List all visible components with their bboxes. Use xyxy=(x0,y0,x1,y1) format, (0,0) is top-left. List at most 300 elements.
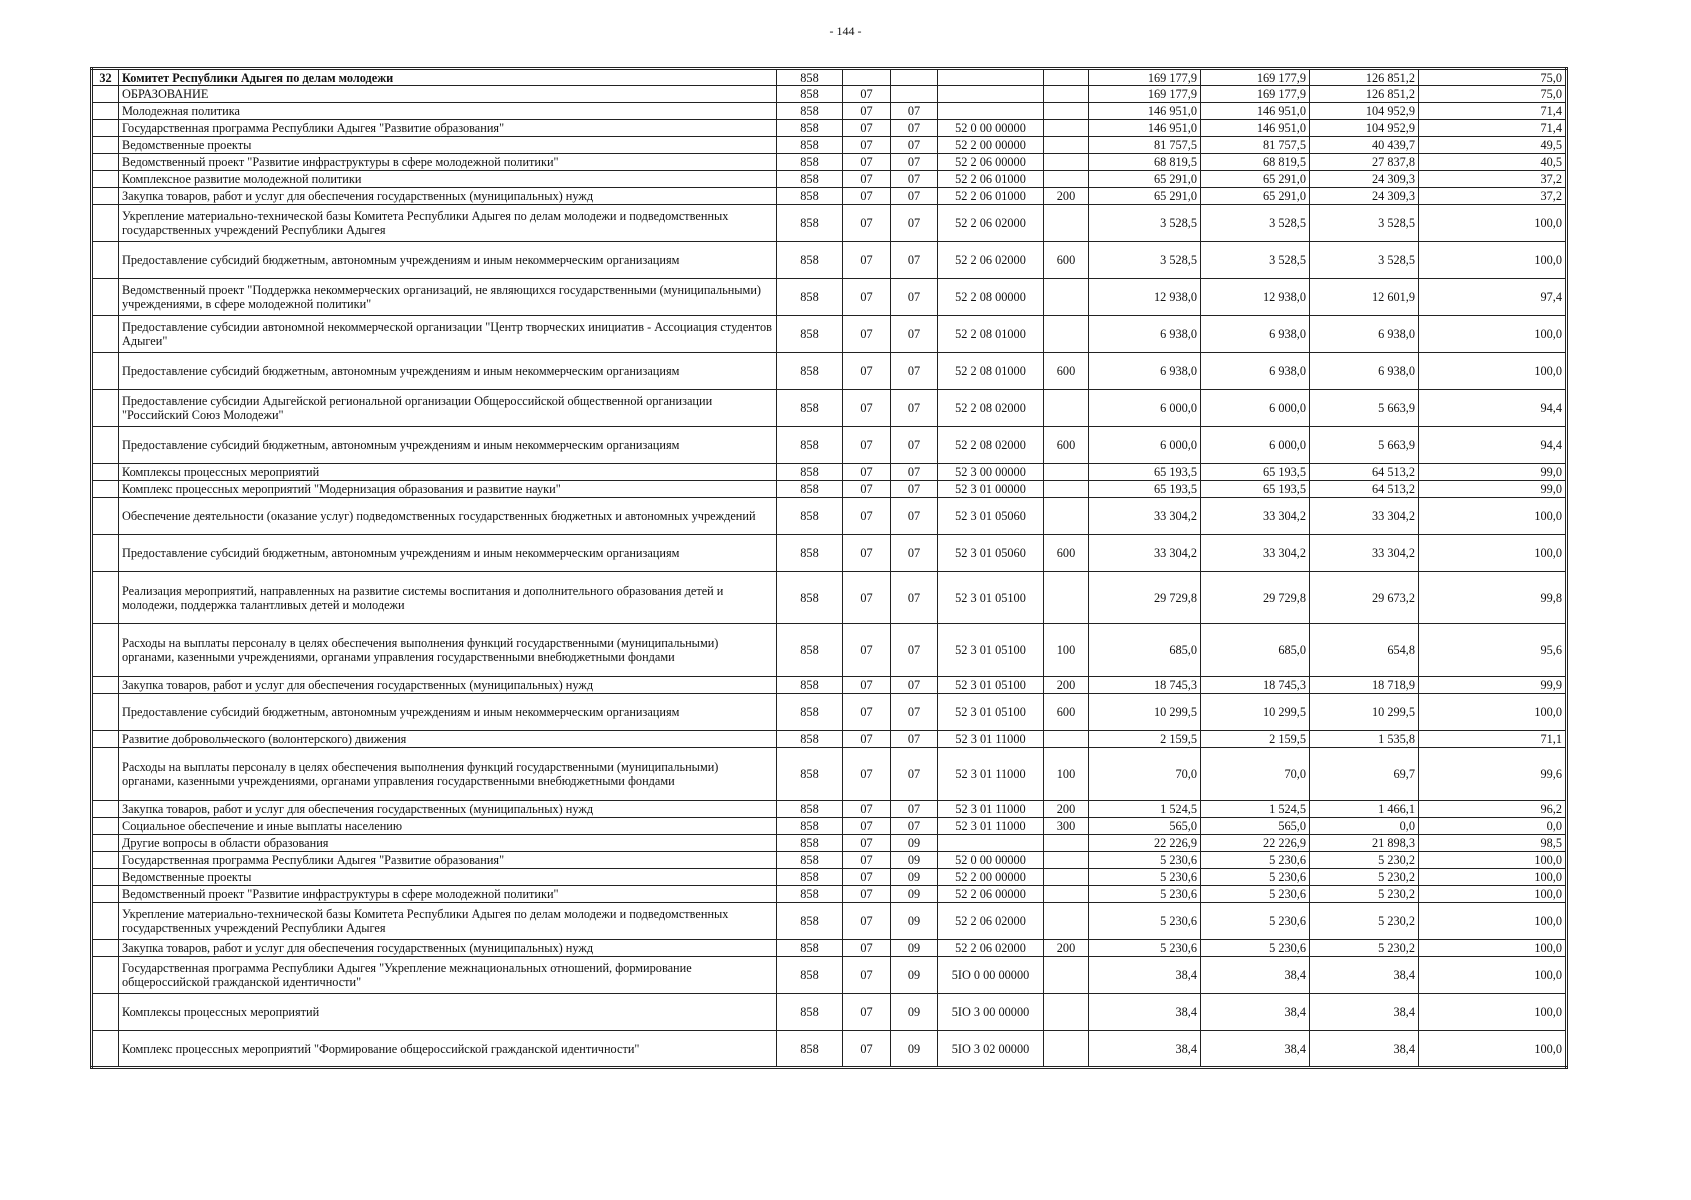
subsection-code-cell: 07 xyxy=(891,572,938,624)
department-code-cell: 858 xyxy=(777,137,843,154)
target-article-cell: 52 3 01 11000 xyxy=(938,731,1044,748)
revised-amount-cell: 38,4 xyxy=(1201,994,1310,1031)
department-code-cell: 858 xyxy=(777,886,843,903)
department-code-cell: 858 xyxy=(777,852,843,869)
table-row xyxy=(92,903,1567,940)
subsection-code-cell: 07 xyxy=(891,390,938,427)
budget-table xyxy=(90,67,1568,1069)
execution-percent-cell: 100,0 xyxy=(1419,316,1567,353)
target-article-cell: 52 0 00 00000 xyxy=(938,120,1044,137)
item-name-cell: Развитие добровольческого (волонтерского) движения xyxy=(119,731,777,748)
item-name-cell: Ведомственные проекты xyxy=(119,137,777,154)
target-article-cell: 52 3 01 11000 xyxy=(938,801,1044,818)
subsection-code-cell: 07 xyxy=(891,427,938,464)
expense-type-cell xyxy=(1044,957,1089,994)
approved-amount-cell: 38,4 xyxy=(1089,994,1201,1031)
section-code-cell: 07 xyxy=(843,835,891,852)
target-article-cell: 52 2 00 00000 xyxy=(938,137,1044,154)
table-row xyxy=(92,390,1567,427)
revised-amount-cell: 38,4 xyxy=(1201,957,1310,994)
item-name-cell: Государственная программа Республики Адыгея "Развитие образования" xyxy=(119,852,777,869)
department-code-cell: 858 xyxy=(777,940,843,957)
item-name-cell: Другие вопросы в области образования xyxy=(119,835,777,852)
department-code-cell: 858 xyxy=(777,171,843,188)
target-article-cell: 5IO 0 00 00000 xyxy=(938,957,1044,994)
row-number-cell xyxy=(92,731,119,748)
table-row xyxy=(92,852,1567,869)
expense-type-cell: 600 xyxy=(1044,694,1089,731)
department-code-cell: 858 xyxy=(777,69,843,86)
subsection-code-cell: 07 xyxy=(891,154,938,171)
revised-amount-cell: 3 528,5 xyxy=(1201,242,1310,279)
target-article-cell: 52 2 06 00000 xyxy=(938,886,1044,903)
subsection-code-cell: 07 xyxy=(891,481,938,498)
table-row xyxy=(92,205,1567,242)
execution-percent-cell: 94,4 xyxy=(1419,427,1567,464)
execution-percent-cell: 37,2 xyxy=(1419,171,1567,188)
revised-amount-cell: 6 000,0 xyxy=(1201,390,1310,427)
execution-percent-cell: 100,0 xyxy=(1419,353,1567,390)
executed-amount-cell: 18 718,9 xyxy=(1310,677,1419,694)
execution-percent-cell: 99,0 xyxy=(1419,464,1567,481)
approved-amount-cell: 3 528,5 xyxy=(1089,242,1201,279)
executed-amount-cell: 64 513,2 xyxy=(1310,464,1419,481)
expense-type-cell: 100 xyxy=(1044,624,1089,677)
target-article-cell xyxy=(938,103,1044,120)
revised-amount-cell: 2 159,5 xyxy=(1201,731,1310,748)
approved-amount-cell: 5 230,6 xyxy=(1089,886,1201,903)
department-code-cell: 858 xyxy=(777,154,843,171)
expense-type-cell xyxy=(1044,731,1089,748)
subsection-code-cell: 07 xyxy=(891,137,938,154)
subsection-code-cell: 07 xyxy=(891,677,938,694)
expense-type-cell xyxy=(1044,137,1089,154)
subsection-code-cell: 09 xyxy=(891,940,938,957)
section-code-cell: 07 xyxy=(843,818,891,835)
subsection-code-cell: 07 xyxy=(891,748,938,801)
revised-amount-cell: 5 230,6 xyxy=(1201,852,1310,869)
section-code-cell: 07 xyxy=(843,188,891,205)
row-number-cell xyxy=(92,1031,119,1068)
target-article-cell xyxy=(938,86,1044,103)
executed-amount-cell: 6 938,0 xyxy=(1310,316,1419,353)
execution-percent-cell: 100,0 xyxy=(1419,903,1567,940)
row-number-cell xyxy=(92,677,119,694)
revised-amount-cell: 6 000,0 xyxy=(1201,427,1310,464)
execution-percent-cell: 40,5 xyxy=(1419,154,1567,171)
expense-type-cell xyxy=(1044,886,1089,903)
row-number-cell xyxy=(92,120,119,137)
subsection-code-cell: 07 xyxy=(891,188,938,205)
item-name-cell: Государственная программа Республики Адыгея "Укрепление межнациональных отношений, формирование общероссийской гражданской идентичности" xyxy=(119,957,777,994)
row-number-cell xyxy=(92,464,119,481)
execution-percent-cell: 100,0 xyxy=(1419,994,1567,1031)
department-code-cell: 858 xyxy=(777,120,843,137)
row-number-cell xyxy=(92,940,119,957)
row-number-cell xyxy=(92,748,119,801)
revised-amount-cell: 169 177,9 xyxy=(1201,86,1310,103)
expense-type-cell xyxy=(1044,869,1089,886)
execution-percent-cell: 99,8 xyxy=(1419,572,1567,624)
section-code-cell: 07 xyxy=(843,171,891,188)
executed-amount-cell: 5 230,2 xyxy=(1310,886,1419,903)
subsection-code-cell: 07 xyxy=(891,731,938,748)
revised-amount-cell: 3 528,5 xyxy=(1201,205,1310,242)
table-row xyxy=(92,171,1567,188)
department-code-cell: 858 xyxy=(777,86,843,103)
target-article-cell: 52 2 08 02000 xyxy=(938,390,1044,427)
execution-percent-cell: 100,0 xyxy=(1419,957,1567,994)
item-name-cell: Закупка товаров, работ и услуг для обеспечения государственных (муниципальных) нужд xyxy=(119,188,777,205)
table-row xyxy=(92,731,1567,748)
department-code-cell: 858 xyxy=(777,279,843,316)
section-code-cell: 07 xyxy=(843,869,891,886)
department-code-cell: 858 xyxy=(777,869,843,886)
row-number-cell: 32 xyxy=(92,69,119,86)
subsection-code-cell: 09 xyxy=(891,903,938,940)
revised-amount-cell: 70,0 xyxy=(1201,748,1310,801)
revised-amount-cell: 146 951,0 xyxy=(1201,120,1310,137)
item-name-cell: Укрепление материально-технической базы Комитета Республики Адыгея по делам молодежи и подведомственных государственных учреждений Республики Адыгея xyxy=(119,205,777,242)
page-number: - 144 - xyxy=(829,24,862,38)
section-code-cell: 07 xyxy=(843,353,891,390)
approved-amount-cell: 5 230,6 xyxy=(1089,903,1201,940)
revised-amount-cell: 565,0 xyxy=(1201,818,1310,835)
subsection-code-cell xyxy=(891,86,938,103)
item-name-cell: Предоставление субсидии автономной некоммерческой организации "Центр творческих инициатив - Ассоциация студентов Адыгеи" xyxy=(119,316,777,353)
approved-amount-cell: 22 226,9 xyxy=(1089,835,1201,852)
section-code-cell: 07 xyxy=(843,154,891,171)
table-row xyxy=(92,481,1567,498)
table-row xyxy=(92,940,1567,957)
table-row xyxy=(92,994,1567,1031)
row-number-cell xyxy=(92,316,119,353)
row-number-cell xyxy=(92,886,119,903)
subsection-code-cell: 07 xyxy=(891,120,938,137)
approved-amount-cell: 565,0 xyxy=(1089,818,1201,835)
department-code-cell: 858 xyxy=(777,464,843,481)
expense-type-cell: 200 xyxy=(1044,801,1089,818)
subsection-code-cell: 07 xyxy=(891,535,938,572)
section-code-cell: 07 xyxy=(843,242,891,279)
executed-amount-cell: 40 439,7 xyxy=(1310,137,1419,154)
item-name-cell: Предоставление субсидии Адыгейской региональной организации Общероссийской общественной организации "Российский Союз Молодежи" xyxy=(119,390,777,427)
expense-type-cell xyxy=(1044,390,1089,427)
subsection-code-cell: 07 xyxy=(891,205,938,242)
table-row xyxy=(92,957,1567,994)
subsection-code-cell: 07 xyxy=(891,694,938,731)
revised-amount-cell: 6 938,0 xyxy=(1201,316,1310,353)
table-row xyxy=(92,869,1567,886)
revised-amount-cell: 685,0 xyxy=(1201,624,1310,677)
subsection-code-cell: 09 xyxy=(891,994,938,1031)
revised-amount-cell: 33 304,2 xyxy=(1201,498,1310,535)
approved-amount-cell: 81 757,5 xyxy=(1089,137,1201,154)
execution-percent-cell: 75,0 xyxy=(1419,69,1567,86)
executed-amount-cell: 3 528,5 xyxy=(1310,242,1419,279)
execution-percent-cell: 94,4 xyxy=(1419,390,1567,427)
subsection-code-cell: 09 xyxy=(891,835,938,852)
table-row xyxy=(92,1031,1567,1068)
department-code-cell: 858 xyxy=(777,205,843,242)
section-code-cell: 07 xyxy=(843,731,891,748)
approved-amount-cell: 70,0 xyxy=(1089,748,1201,801)
execution-percent-cell: 96,2 xyxy=(1419,801,1567,818)
execution-percent-cell: 98,5 xyxy=(1419,835,1567,852)
target-article-cell: 52 2 08 02000 xyxy=(938,427,1044,464)
execution-percent-cell: 100,0 xyxy=(1419,694,1567,731)
subsection-code-cell: 07 xyxy=(891,103,938,120)
executed-amount-cell: 6 938,0 xyxy=(1310,353,1419,390)
revised-amount-cell: 5 230,6 xyxy=(1201,940,1310,957)
item-name-cell: Молодежная политика xyxy=(119,103,777,120)
department-code-cell: 858 xyxy=(777,353,843,390)
table-row xyxy=(92,498,1567,535)
table-row xyxy=(92,279,1567,316)
section-code-cell: 07 xyxy=(843,427,891,464)
execution-percent-cell: 75,0 xyxy=(1419,86,1567,103)
item-name-cell: Комплексы процессных мероприятий xyxy=(119,464,777,481)
approved-amount-cell: 6 000,0 xyxy=(1089,427,1201,464)
target-article-cell: 52 2 08 01000 xyxy=(938,316,1044,353)
section-code-cell: 07 xyxy=(843,886,891,903)
table-row xyxy=(92,748,1567,801)
table-row xyxy=(92,154,1567,171)
execution-percent-cell: 99,6 xyxy=(1419,748,1567,801)
approved-amount-cell: 5 230,6 xyxy=(1089,869,1201,886)
revised-amount-cell: 12 938,0 xyxy=(1201,279,1310,316)
expense-type-cell: 300 xyxy=(1044,818,1089,835)
table-row xyxy=(92,120,1567,137)
executed-amount-cell: 29 673,2 xyxy=(1310,572,1419,624)
table-row xyxy=(92,535,1567,572)
section-code-cell: 07 xyxy=(843,624,891,677)
subsection-code-cell: 09 xyxy=(891,869,938,886)
table-row xyxy=(92,835,1567,852)
executed-amount-cell: 24 309,3 xyxy=(1310,171,1419,188)
target-article-cell: 52 3 01 00000 xyxy=(938,481,1044,498)
table-row xyxy=(92,624,1567,677)
subsection-code-cell: 09 xyxy=(891,957,938,994)
table-row xyxy=(92,801,1567,818)
row-number-cell xyxy=(92,279,119,316)
approved-amount-cell: 18 745,3 xyxy=(1089,677,1201,694)
item-name-cell: Обеспечение деятельности (оказание услуг) подведомственных государственных бюджетных и автономных учреждений xyxy=(119,498,777,535)
approved-amount-cell: 65 193,5 xyxy=(1089,481,1201,498)
subsection-code-cell: 07 xyxy=(891,353,938,390)
subsection-code-cell: 09 xyxy=(891,1031,938,1068)
approved-amount-cell: 65 291,0 xyxy=(1089,188,1201,205)
executed-amount-cell: 654,8 xyxy=(1310,624,1419,677)
target-article-cell: 52 3 01 05060 xyxy=(938,498,1044,535)
row-number-cell xyxy=(92,242,119,279)
approved-amount-cell: 146 951,0 xyxy=(1089,120,1201,137)
approved-amount-cell: 1 524,5 xyxy=(1089,801,1201,818)
execution-percent-cell: 97,4 xyxy=(1419,279,1567,316)
table-row xyxy=(92,427,1567,464)
table-row xyxy=(92,137,1567,154)
row-number-cell xyxy=(92,903,119,940)
subsection-code-cell: 07 xyxy=(891,316,938,353)
target-article-cell: 5IO 3 00 00000 xyxy=(938,994,1044,1031)
target-article-cell: 52 2 06 02000 xyxy=(938,205,1044,242)
revised-amount-cell: 65 291,0 xyxy=(1201,171,1310,188)
executed-amount-cell: 12 601,9 xyxy=(1310,279,1419,316)
expense-type-cell xyxy=(1044,316,1089,353)
row-number-cell xyxy=(92,103,119,120)
section-code-cell: 07 xyxy=(843,852,891,869)
section-code-cell: 07 xyxy=(843,903,891,940)
approved-amount-cell: 6 000,0 xyxy=(1089,390,1201,427)
row-number-cell xyxy=(92,205,119,242)
item-name-cell: Предоставление субсидий бюджетным, автономным учреждениям и иным некоммерческим организациям xyxy=(119,242,777,279)
revised-amount-cell: 68 819,5 xyxy=(1201,154,1310,171)
row-number-cell xyxy=(92,353,119,390)
expense-type-cell xyxy=(1044,154,1089,171)
execution-percent-cell: 37,2 xyxy=(1419,188,1567,205)
executed-amount-cell: 3 528,5 xyxy=(1310,205,1419,242)
row-number-cell xyxy=(92,835,119,852)
executed-amount-cell: 1 466,1 xyxy=(1310,801,1419,818)
table-row xyxy=(92,188,1567,205)
item-name-cell: Закупка товаров, работ и услуг для обеспечения государственных (муниципальных) нужд xyxy=(119,677,777,694)
item-name-cell: Предоставление субсидий бюджетным, автономным учреждениям и иным некоммерческим организациям xyxy=(119,427,777,464)
table-row xyxy=(92,353,1567,390)
section-code-cell: 07 xyxy=(843,316,891,353)
table-row xyxy=(92,316,1567,353)
section-code-cell: 07 xyxy=(843,677,891,694)
expense-type-cell: 200 xyxy=(1044,940,1089,957)
target-article-cell: 52 2 00 00000 xyxy=(938,869,1044,886)
item-name-cell: Предоставление субсидий бюджетным, автономным учреждениям и иным некоммерческим организациям xyxy=(119,535,777,572)
section-code-cell: 07 xyxy=(843,390,891,427)
execution-percent-cell: 0,0 xyxy=(1419,818,1567,835)
expense-type-cell xyxy=(1044,205,1089,242)
expense-type-cell xyxy=(1044,835,1089,852)
department-code-cell: 858 xyxy=(777,427,843,464)
row-number-cell xyxy=(92,624,119,677)
executed-amount-cell: 38,4 xyxy=(1310,994,1419,1031)
target-article-cell: 52 3 01 05060 xyxy=(938,535,1044,572)
target-article-cell: 52 2 08 01000 xyxy=(938,353,1044,390)
approved-amount-cell: 5 230,6 xyxy=(1089,852,1201,869)
revised-amount-cell: 18 745,3 xyxy=(1201,677,1310,694)
execution-percent-cell: 100,0 xyxy=(1419,886,1567,903)
item-name-cell: Комитет Республики Адыгея по делам молодежи xyxy=(119,69,777,86)
approved-amount-cell: 33 304,2 xyxy=(1089,535,1201,572)
target-article-cell: 52 0 00 00000 xyxy=(938,852,1044,869)
approved-amount-cell: 169 177,9 xyxy=(1089,86,1201,103)
row-number-cell xyxy=(92,869,119,886)
row-number-cell xyxy=(92,154,119,171)
item-name-cell: Ведомственные проекты xyxy=(119,869,777,886)
table-body xyxy=(92,69,1567,1068)
executed-amount-cell: 104 952,9 xyxy=(1310,120,1419,137)
executed-amount-cell: 5 230,2 xyxy=(1310,940,1419,957)
section-code-cell: 07 xyxy=(843,572,891,624)
target-article-cell: 52 2 06 01000 xyxy=(938,188,1044,205)
item-name-cell: Ведомственный проект "Развитие инфраструктуры в сфере молодежной политики" xyxy=(119,154,777,171)
execution-percent-cell: 100,0 xyxy=(1419,498,1567,535)
section-code-cell: 07 xyxy=(843,464,891,481)
row-number-cell xyxy=(92,994,119,1031)
row-number-cell xyxy=(92,535,119,572)
expense-type-cell: 600 xyxy=(1044,535,1089,572)
section-code-cell: 07 xyxy=(843,1031,891,1068)
section-code-cell: 07 xyxy=(843,957,891,994)
department-code-cell: 858 xyxy=(777,498,843,535)
section-code-cell: 07 xyxy=(843,535,891,572)
expense-type-cell xyxy=(1044,464,1089,481)
target-article-cell: 52 3 00 00000 xyxy=(938,464,1044,481)
executed-amount-cell: 1 535,8 xyxy=(1310,731,1419,748)
item-name-cell: Укрепление материально-технической базы Комитета Республики Адыгея по делам молодежи и подведомственных государственных учреждений Республики Адыгея xyxy=(119,903,777,940)
department-code-cell: 858 xyxy=(777,316,843,353)
row-number-cell xyxy=(92,481,119,498)
execution-percent-cell: 100,0 xyxy=(1419,535,1567,572)
item-name-cell: Расходы на выплаты персоналу в целях обеспечения выполнения функций государственными (муниципальными) органами, казенными учреждениями, органами управления государственными внебюджетными фондами xyxy=(119,624,777,677)
execution-percent-cell: 71,1 xyxy=(1419,731,1567,748)
department-code-cell: 858 xyxy=(777,572,843,624)
subsection-code-cell: 07 xyxy=(891,279,938,316)
item-name-cell: Комплексное развитие молодежной политики xyxy=(119,171,777,188)
revised-amount-cell: 5 230,6 xyxy=(1201,903,1310,940)
department-code-cell: 858 xyxy=(777,624,843,677)
row-number-cell xyxy=(92,957,119,994)
item-name-cell: Закупка товаров, работ и услуг для обеспечения государственных (муниципальных) нужд xyxy=(119,940,777,957)
executed-amount-cell: 33 304,2 xyxy=(1310,498,1419,535)
approved-amount-cell: 33 304,2 xyxy=(1089,498,1201,535)
department-code-cell: 858 xyxy=(777,903,843,940)
subsection-code-cell xyxy=(891,69,938,86)
department-code-cell: 858 xyxy=(777,994,843,1031)
item-name-cell: Расходы на выплаты персоналу в целях обеспечения выполнения функций государственными (муниципальными) органами, казенными учреждениями, органами управления государственными внебюджетными фондами xyxy=(119,748,777,801)
expense-type-cell xyxy=(1044,171,1089,188)
approved-amount-cell: 29 729,8 xyxy=(1089,572,1201,624)
expense-type-cell xyxy=(1044,1031,1089,1068)
target-article-cell: 52 2 06 02000 xyxy=(938,242,1044,279)
item-name-cell: Государственная программа Республики Адыгея "Развитие образования" xyxy=(119,120,777,137)
approved-amount-cell: 146 951,0 xyxy=(1089,103,1201,120)
department-code-cell: 858 xyxy=(777,481,843,498)
executed-amount-cell: 5 663,9 xyxy=(1310,427,1419,464)
item-name-cell: Социальное обеспечение и иные выплаты населению xyxy=(119,818,777,835)
revised-amount-cell: 38,4 xyxy=(1201,1031,1310,1068)
item-name-cell: Комплекс процессных мероприятий "Формирование общероссийской гражданской идентичности" xyxy=(119,1031,777,1068)
table-row xyxy=(92,464,1567,481)
approved-amount-cell: 5 230,6 xyxy=(1089,940,1201,957)
section-code-cell: 07 xyxy=(843,694,891,731)
subsection-code-cell: 07 xyxy=(891,498,938,535)
table-row xyxy=(92,103,1567,120)
department-code-cell: 858 xyxy=(777,103,843,120)
item-name-cell: Закупка товаров, работ и услуг для обеспечения государственных (муниципальных) нужд xyxy=(119,801,777,818)
section-code-cell: 07 xyxy=(843,103,891,120)
revised-amount-cell: 5 230,6 xyxy=(1201,869,1310,886)
target-article-cell: 52 2 08 00000 xyxy=(938,279,1044,316)
revised-amount-cell: 65 193,5 xyxy=(1201,464,1310,481)
subsection-code-cell: 07 xyxy=(891,464,938,481)
target-article-cell: 52 3 01 11000 xyxy=(938,748,1044,801)
department-code-cell: 858 xyxy=(777,188,843,205)
department-code-cell: 858 xyxy=(777,818,843,835)
approved-amount-cell: 38,4 xyxy=(1089,1031,1201,1068)
department-code-cell: 858 xyxy=(777,242,843,279)
section-code-cell: 07 xyxy=(843,994,891,1031)
department-code-cell: 858 xyxy=(777,835,843,852)
expense-type-cell xyxy=(1044,481,1089,498)
subsection-code-cell: 07 xyxy=(891,242,938,279)
